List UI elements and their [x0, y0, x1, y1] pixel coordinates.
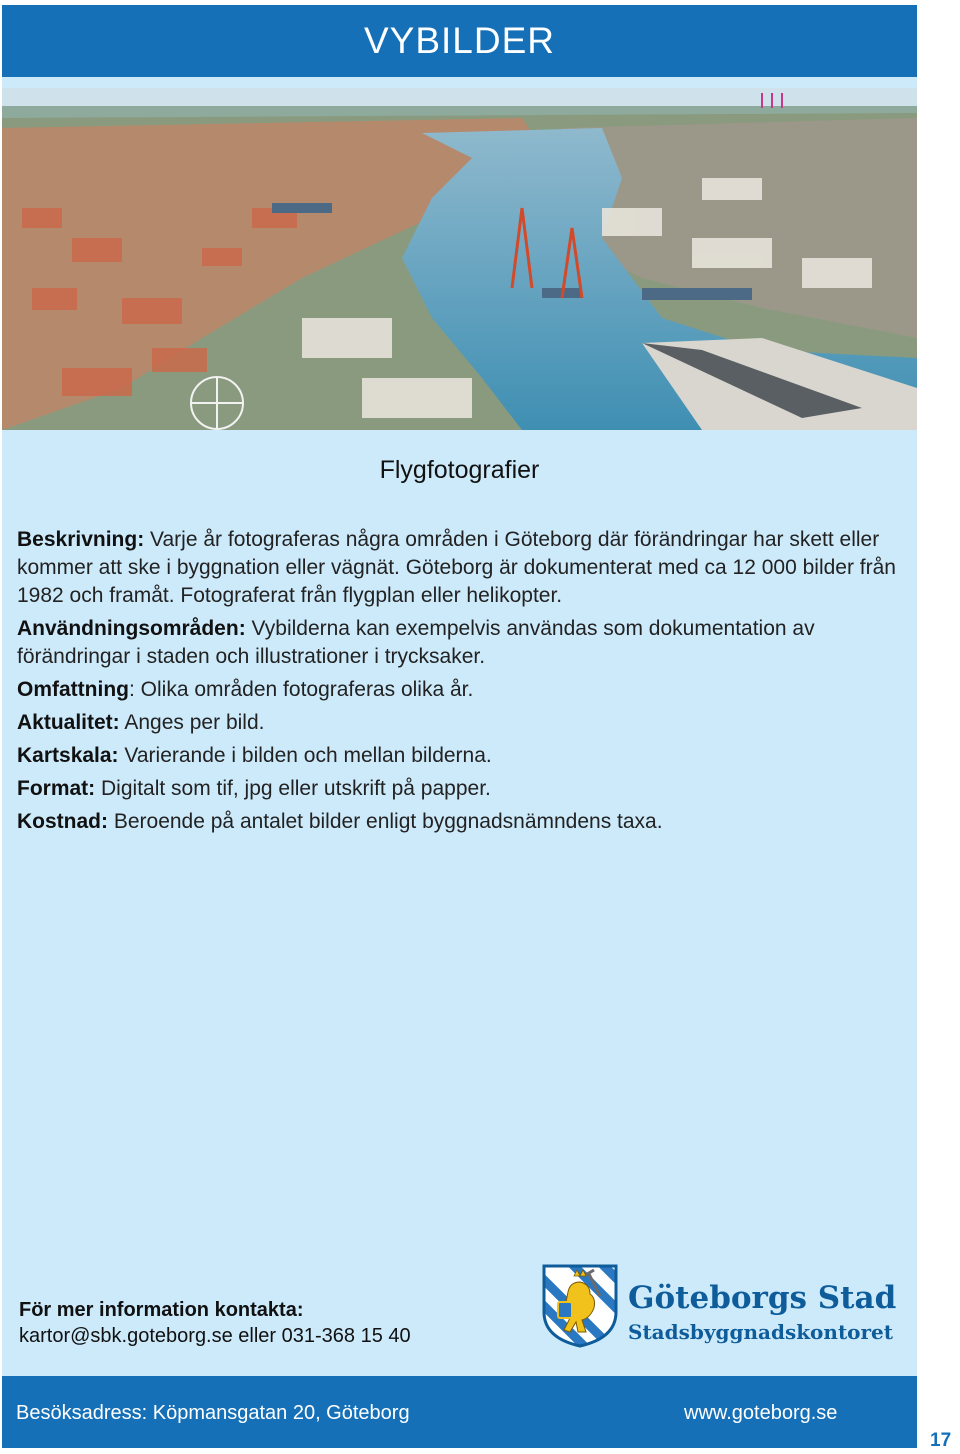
field-value: Beroende på antalet bilder enligt byggnadsnämndens taxa. [113, 810, 663, 833]
field-format [17, 775, 907, 803]
footer-website-link[interactable]: www.goteborg.se [684, 1402, 838, 1424]
field-label: Aktualitet: [17, 711, 120, 734]
goteborgs-stad-logo [540, 1262, 910, 1352]
contact-heading: För mer information kontakta: [19, 1299, 304, 1321]
page-title: VYBILDER [363, 20, 555, 61]
field-anvandningsomraden [17, 615, 907, 671]
field-value: : Olika områden fotograferas olika år. [128, 678, 474, 701]
field-value: Varje år fotograferas några områden i Göteborg där förändringar har skett eller kommer att ske i byggnation eller vägnät. Göteborg är dokumenterat med ca 12 000 bilder från 1982 och framåt. Fotograferat från flygplan eller helikopter. [17, 528, 896, 607]
page-header [2, 5, 917, 77]
footer-address: Besöksadress: Köpmansgatan 20, Göteborg [16, 1402, 410, 1424]
field-kartskala [17, 742, 907, 770]
field-value: Anges per bild. [124, 711, 265, 734]
section-title: Flygfotografier [379, 456, 540, 484]
field-aktualitet [17, 709, 907, 737]
field-label: Format: [17, 777, 96, 800]
product-description [17, 526, 907, 841]
field-value: Vybilderna kan exempelvis användas som dokumentation av förändringar i staden och illustrationer i trycksaker. [17, 617, 815, 668]
field-omfattning [17, 676, 907, 704]
field-label: Omfattning [17, 678, 129, 701]
logo-subtitle: Stadsbyggnadskontoret [628, 1320, 894, 1344]
contact-info [19, 1297, 411, 1349]
field-label: Kostnad: [17, 810, 108, 833]
field-label: Beskrivning: [17, 528, 145, 551]
field-beskrivning [17, 526, 907, 610]
field-value: Digitalt som tif, jpg eller utskrift på papper. [101, 777, 491, 800]
contact-details[interactable]: kartor@sbk.goteborg.se eller 031-368 15 40 [19, 1325, 411, 1347]
logo-name: Göteborgs Stad [628, 1280, 897, 1316]
page-footer [2, 1376, 917, 1448]
field-kostnad [17, 808, 907, 836]
goteborg-coat-of-arms-icon [540, 1262, 620, 1348]
field-label: Kartskala: [17, 744, 119, 767]
page-number: 17 [930, 1430, 952, 1451]
aerial-photo [2, 88, 917, 430]
aerial-photo-harbour-icon [2, 88, 917, 430]
field-value: Varierande i bilden och mellan bilderna. [124, 744, 492, 767]
field-label: Användningsområden: [17, 617, 246, 640]
